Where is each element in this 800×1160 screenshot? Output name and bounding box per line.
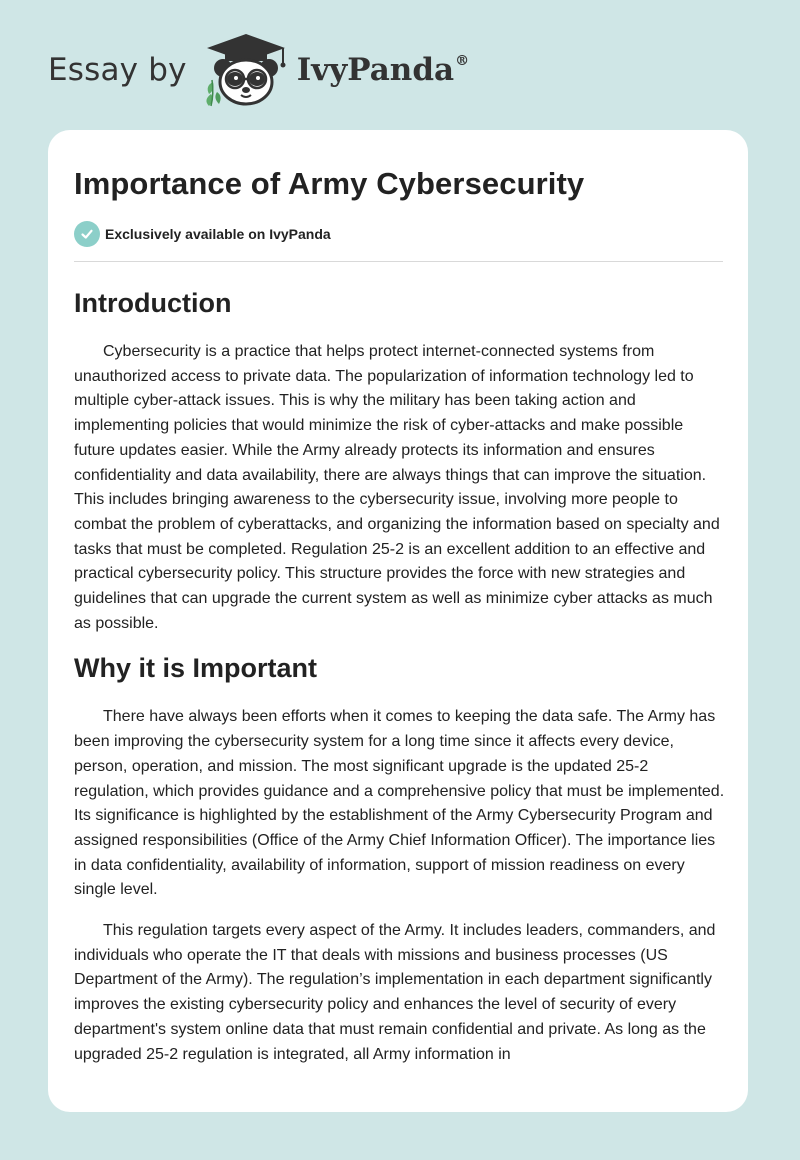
brand-name: IvyPanda® <box>296 52 470 88</box>
essay-body <box>74 282 726 1067</box>
section-heading-introduction: Introduction <box>74 288 232 318</box>
title-divider <box>74 261 723 262</box>
check-icon <box>74 221 100 247</box>
section-heading-why-important: Why it is Important <box>74 653 317 684</box>
ivypanda-logo[interactable] <box>203 32 469 108</box>
paragraph: This regulation targets every aspect of the Army. It includes leaders, commanders, and individuals who operate the IT that deals with missions and business processes (US Department of the Army). The regulation’s implementation in each department significantly improves the existing cybersecurity policy and enhances the level of security of every department's system online data that must remain confidential and private. As long as the upgraded 25-2 regulation is integrated, all Army information in <box>74 922 716 1063</box>
panda-graduate-icon <box>203 32 289 108</box>
exclusive-badge <box>74 221 331 247</box>
exclusive-label: Exclusively available on IvyPanda <box>105 226 331 242</box>
page-title: Importance of Army Cybersecurity <box>74 166 585 201</box>
essay-by-label: Essay by <box>48 52 187 88</box>
registered-mark: ® <box>455 52 470 69</box>
site-header <box>48 30 469 110</box>
essay-card <box>48 130 748 1112</box>
paragraph: Cybersecurity is a practice that helps protect internet-connected systems from unauthorized access to private data. The popularization of information technology led to multiple cyber-attack issues. This is why the military has been taking action and implementing policies that would minimize the risk of cyber-attacks and make possible future updates easier. While the Army already protects its information and ensures confidentiality and data availability, there are always things that can improve the situation. This includes bringing awareness to the cybersecurity issue, involving more people to combat the problem of cyberattacks, and organizing the information based on specialty and tasks that must be completed. Regulation 25-2 is an excellent addition to an effective and practical cybersecurity policy. This structure provides the force with new strategies and guidelines that can upgrade the current system as well as minimize cyber attacks as much as possible. <box>74 343 720 632</box>
paragraph: There have always been efforts when it comes to keeping the data safe. The Army has been improving the cybersecurity system for a long time since it affects every device, person, operation, and mission. The most significant upgrade is the updated 25-2 regulation, which provides guidance and a comprehensive policy that must be implemented. Its significance is highlighted by the establishment of the Army Cybersecurity Program and assigned responsibilities (Office of the Army Chief Information Officer). The importance lies in data confidentiality, availability of information, support of mission readiness on every single level. <box>74 708 725 899</box>
